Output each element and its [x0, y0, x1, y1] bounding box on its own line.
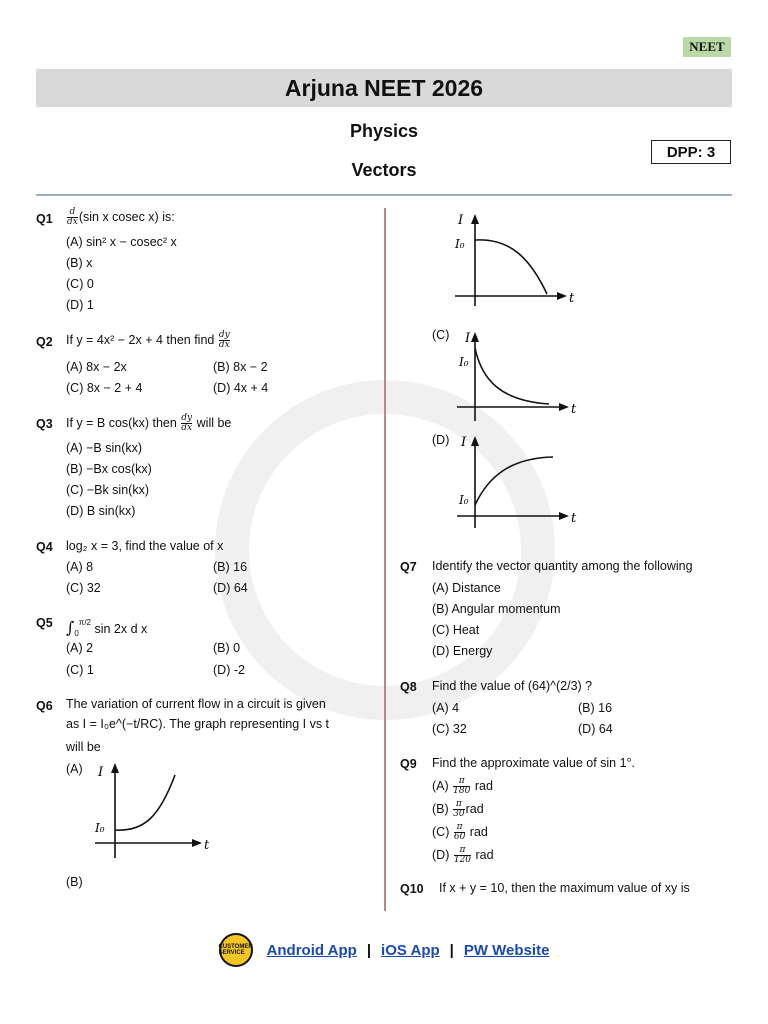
q9-text: Find the approximate value of sin 1°. [432, 756, 636, 770]
q7-text: Identify the vector quantity among the following [432, 559, 693, 573]
q3-text: If y = B cos(kx) then $\frac{dy}{dx}$ will be [66, 413, 232, 434]
q4-option-d: (D) 64 [213, 581, 248, 595]
page-title: Arjuna NEET 2026 [36, 69, 732, 107]
q4-option-b: (B) 16 [213, 560, 248, 574]
q5-text: $\int_0^{\pi/2}$ sin 2x d x [66, 618, 148, 638]
graph-option-d [457, 430, 587, 530]
q1-option-b: (B) x [66, 256, 93, 270]
footer-separator: | [366, 941, 372, 959]
graph-c-i0-label: I₀ [459, 355, 469, 369]
graph-d-t-label: t [571, 511, 577, 526]
ios-app-link[interactable]: iOS App [381, 941, 440, 959]
subject-title: Physics [349, 121, 419, 141]
q2-text: If y = 4x² − 2x + 4 then find $\frac{dy}{dx}$ [66, 330, 230, 351]
q5-option-d: (D) -2 [213, 663, 245, 677]
header-divider [36, 194, 732, 196]
q7-option-a: (A) Distance [432, 581, 501, 595]
neet-badge: NEET [683, 37, 731, 57]
q2-option-a: (A) 8x − 2x [66, 360, 127, 374]
q1-text: $\frac{d}{dx}$ (sin x cosec x) is: [67, 207, 175, 228]
q6-line3: will be [66, 740, 101, 754]
graph-c-i-label: I [465, 331, 471, 346]
q3-option-b: (B) −Bx cos(kx) [66, 462, 152, 476]
q4-option-a: (A) 8 [66, 560, 94, 574]
q3-number: Q3 [36, 417, 53, 431]
graph-option-a [90, 760, 220, 860]
q1-option-c: (C) 0 [66, 277, 94, 291]
q2-option-c: (C) 8x − 2 + 4 [66, 381, 143, 395]
q5-number: Q5 [36, 616, 53, 630]
q10-number: Q10 [400, 882, 424, 896]
q1-option-d: (D) 1 [66, 298, 94, 312]
q1-option-a: (A) sin² x − cosec² x [66, 235, 177, 249]
graph-d-i0-label: I₀ [459, 493, 469, 507]
graph-option-b [455, 208, 585, 308]
q6-number: Q6 [36, 699, 53, 713]
q7-option-d: (D) Energy [432, 644, 493, 658]
graph-a-i-label: I [98, 765, 104, 780]
q7-option-b: (B) Angular momentum [432, 602, 561, 616]
q9-option-a: (A) $\frac{\pi}{180}$ rad [432, 776, 493, 796]
q9-option-d: (D) $\frac{\pi}{120}$ rad [432, 845, 494, 865]
graph-option-c [457, 326, 587, 421]
q3-option-c: (C) −Bk sin(kx) [66, 483, 149, 497]
q3-derivative: $\frac{dy}{dx}$ [181, 413, 193, 434]
q9-option-b: (B) $\frac{\pi}{30}$ rad [432, 799, 484, 819]
q6-line1: The variation of current flow in a circuit is given [66, 697, 326, 711]
graph-a-i0-label: I₀ [95, 821, 105, 835]
graph-b-i0-label: I₀ [455, 237, 465, 251]
column-divider [384, 208, 386, 911]
customer-service-icon[interactable]: CUSTOMER SERVICE [219, 933, 253, 967]
graph-d-i-label: I [461, 435, 467, 450]
q6-option-c: (C) [432, 328, 450, 342]
q6-option-b: (B) [66, 875, 83, 889]
q5-option-a: (A) 2 [66, 641, 94, 655]
graph-a-t-label: t [204, 838, 210, 853]
q8-option-c: (C) 32 [432, 722, 467, 736]
q1-derivative: $\frac{d}{dx}$ [67, 207, 78, 228]
android-app-link[interactable]: Android App [266, 941, 357, 959]
q2-option-d: (D) 4x + 4 [213, 381, 269, 395]
q5-option-c: (C) 1 [66, 663, 94, 677]
pw-website-link[interactable]: PW Website [463, 941, 550, 959]
q3-option-d: (D) B sin(kx) [66, 504, 136, 518]
q2-derivative: $\frac{dy}{dx}$ [218, 330, 230, 351]
q8-number: Q8 [400, 680, 417, 694]
q4-text: log₂ x = 3, find the value of x [66, 539, 224, 553]
graph-c-t-label: t [571, 402, 577, 417]
q8-option-a: (A) 4 [432, 701, 460, 715]
q2-option-b: (B) 8x − 2 [213, 360, 268, 374]
chapter-title: Vectors [351, 160, 417, 180]
q3-option-a: (A) −B sin(kx) [66, 441, 143, 455]
q10-text: If x + y = 10, then the maximum value of xy is [439, 881, 690, 895]
q1-number: Q1 [36, 212, 53, 226]
q4-option-c: (C) 32 [66, 581, 101, 595]
q7-option-c: (C) Heat [432, 623, 480, 637]
q7-number: Q7 [400, 560, 417, 574]
q6-line2: as I = I₀e^(−t/RC). The graph representing I vs t [66, 717, 330, 731]
q6-option-a: (A) [66, 762, 83, 776]
graph-b-t-label: t [569, 291, 575, 306]
footer-links [0, 930, 768, 970]
q5-option-b: (B) 0 [213, 641, 241, 655]
graph-b-i-label: I [458, 213, 464, 228]
q2-number: Q2 [36, 335, 53, 349]
q5-integral: ∫ [66, 618, 75, 637]
q9-option-c: (C) $\frac{\pi}{60}$ rad [432, 822, 488, 842]
footer-separator: | [449, 941, 454, 959]
q8-option-b: (B) 16 [578, 701, 613, 715]
q4-number: Q4 [36, 540, 53, 554]
q8-text: Find the value of (64)^(2/3) ? [432, 679, 593, 693]
q6-option-d: (D) [432, 433, 450, 447]
q8-option-d: (D) 64 [578, 722, 613, 736]
dpp-box: DPP: 3 [651, 140, 731, 164]
q9-number: Q9 [400, 757, 417, 771]
